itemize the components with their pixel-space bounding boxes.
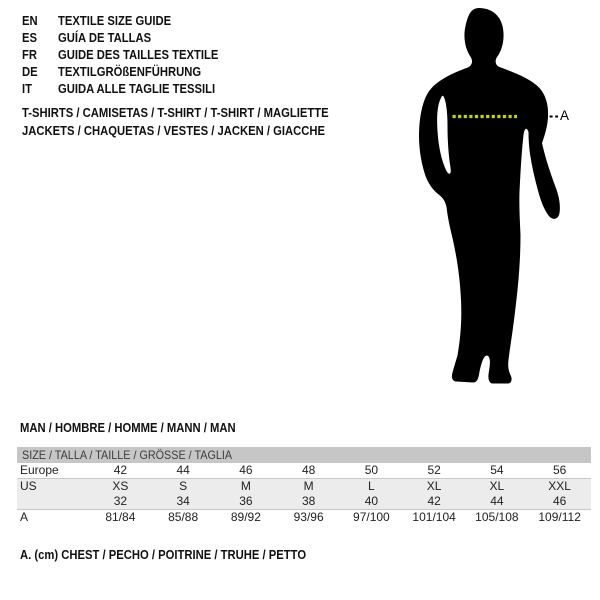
row-label: US <box>20 479 37 493</box>
size-cell: 46 <box>552 494 567 508</box>
category-jackets: JACKETS / CHAQUETAS / VESTES / JACKEN / GIACCHE <box>22 123 325 138</box>
size-cell: 42 <box>113 463 128 477</box>
size-cell: 44 <box>176 463 190 477</box>
table-row-us-numeric <box>17 494 591 510</box>
size-cell: 105/108 <box>475 510 519 524</box>
size-cell: M <box>303 479 314 493</box>
language-title: GUIDA ALLE TAGLIE TESSILI <box>58 82 216 96</box>
language-list <box>22 13 236 98</box>
man-silhouette-shape <box>419 8 560 384</box>
language-row-fr <box>22 47 236 64</box>
size-cell: 56 <box>552 463 567 477</box>
measurement-figure <box>395 0 600 400</box>
size-cell: 109/112 <box>538 510 581 524</box>
size-table <box>17 447 591 525</box>
measurement-footnote-text: A. (cm) CHEST / PECHO / POITRINE / TRUHE / PETTO <box>20 548 307 562</box>
table-row-chest-cm <box>17 510 591 525</box>
size-table-header <box>17 447 591 463</box>
size-cell: 42 <box>427 494 441 508</box>
language-code: DE <box>22 65 38 79</box>
size-cell: 52 <box>427 463 441 477</box>
section-heading-text: MAN / HOMBRE / HOMME / MANN / MAN <box>20 421 236 435</box>
language-code: FR <box>22 48 38 62</box>
language-title: GUÍA DE TALLAS <box>58 31 152 45</box>
size-cell: 34 <box>176 494 190 508</box>
size-cell: 40 <box>364 494 379 508</box>
size-table-header-text: SIZE / TALLA / TAILLE / GRÖSSE / TAGLIA <box>22 448 233 462</box>
language-code: EN <box>22 14 38 28</box>
size-cell: 81/84 <box>105 510 136 524</box>
size-cell: M <box>240 479 251 493</box>
section-heading-man <box>20 421 260 435</box>
size-cell: 46 <box>239 463 253 477</box>
size-cell: S <box>179 479 188 493</box>
language-row-es <box>22 30 236 47</box>
language-row-en <box>22 13 236 30</box>
size-cell: 89/92 <box>230 510 261 524</box>
garment-categories <box>22 105 363 140</box>
category-tshirts: T-SHIRTS / CAMISETAS / T-SHIRT / T-SHIRT / MAGLIETTE <box>22 106 329 120</box>
language-code: IT <box>22 82 32 96</box>
size-cell: 85/88 <box>168 510 199 524</box>
language-row-de <box>22 64 236 81</box>
row-label: A <box>20 510 29 524</box>
table-row-us-letter <box>17 479 591 494</box>
measurement-label-a: A <box>560 108 570 123</box>
table-row-europe <box>17 463 591 479</box>
size-cell: 32 <box>113 494 128 508</box>
size-cell: 101/104 <box>412 510 456 524</box>
size-cell: 38 <box>301 494 316 508</box>
size-cell: 97/100 <box>353 510 390 524</box>
size-cell: XL <box>489 479 505 493</box>
size-cell: 44 <box>490 494 504 508</box>
size-cell: 93/96 <box>293 510 324 524</box>
size-cell: 48 <box>301 463 316 477</box>
size-cell: 50 <box>364 463 379 477</box>
row-label: Europe <box>20 463 59 477</box>
language-code: ES <box>22 31 38 45</box>
size-cell: XS <box>112 479 129 493</box>
language-row-it <box>22 81 236 98</box>
size-cell: 36 <box>239 494 253 508</box>
size-cell: XL <box>426 479 442 493</box>
size-cell: L <box>368 479 375 493</box>
size-cell: XXL <box>548 479 571 493</box>
measurement-footnote <box>20 548 338 562</box>
language-title: GUIDE DES TAILLES TEXTILE <box>58 48 219 62</box>
man-silhouette <box>395 0 600 400</box>
size-cell: 54 <box>490 463 504 477</box>
language-title: TEXTILGRÖßENFÜHRUNG <box>58 65 202 79</box>
language-title: TEXTILE SIZE GUIDE <box>58 14 172 28</box>
